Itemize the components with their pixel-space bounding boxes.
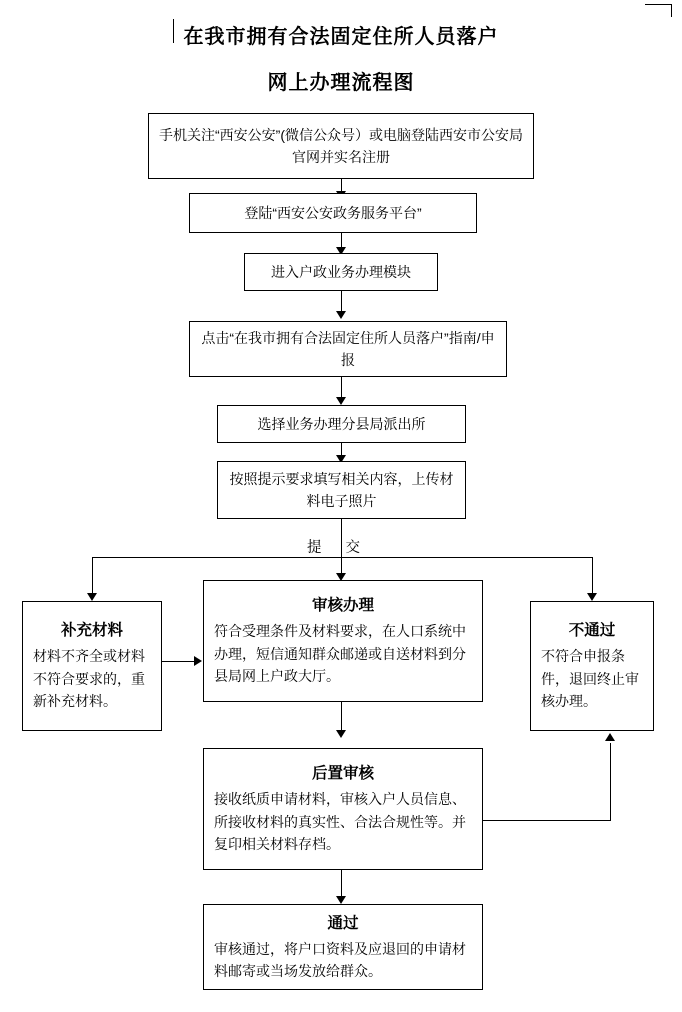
flow-step-1: 手机关注“西安公安”(微信公众号）或电脑登陆西安市公安局官网并实名注册 <box>148 113 534 179</box>
review-body: 符合受理条件及材料要求，在人口系统中办理，短信通知群众邮递或自送材料到分县局网上户政大厅。 <box>214 623 466 685</box>
arrow-post-pass <box>336 896 346 904</box>
review-title: 审核办理 <box>311 597 374 615</box>
flow-step-2: 登陆“西安公安政务服务平台” <box>189 193 477 233</box>
connector-3-4 <box>341 291 342 313</box>
pass-title: 通过 <box>327 914 359 932</box>
page-title-line1: 在我市拥有合法固定住所人员落户 <box>183 26 499 48</box>
bus-horizontal <box>92 557 592 558</box>
flow-step-4: 点击“在我市拥有合法固定住所人员落户”指南/申报 <box>189 321 507 377</box>
connector-post-reject-v <box>610 743 611 821</box>
arrow-bus-reject <box>587 593 597 601</box>
flow-step-6: 按照提示要求填写相关内容，上传材料电子照片 <box>217 461 466 519</box>
flow-step-5: 选择业务办理分县局派出所 <box>217 405 466 443</box>
connector-post-reject-h <box>483 820 610 821</box>
supplement-title: 补充材料 <box>60 622 123 640</box>
arrow-review-post <box>336 730 346 738</box>
bus-left-drop <box>92 557 93 595</box>
flow-node-pass <box>203 904 483 990</box>
reject-body: 不符合申报条件，退回终止审核办理。 <box>541 648 639 710</box>
bus-right-drop <box>592 557 593 595</box>
post-review-body: 接收纸质申请材料，审核入户人员信息、所接收材料的真实性、合法合规性等。并复印相关材料存档。 <box>214 791 466 853</box>
arrow-bus-supplement <box>87 593 97 601</box>
reject-title: 不通过 <box>568 622 616 640</box>
flow-node-review <box>203 580 483 702</box>
arrow-post-reject <box>605 733 615 741</box>
connector-4-5 <box>341 377 342 399</box>
flow-step-3: 进入户政业务办理模块 <box>244 253 438 291</box>
supplement-body: 材料不齐全或材料不符合要求的，重新补充材料。 <box>33 648 145 710</box>
flow-node-post-review <box>203 748 483 870</box>
arrow-3-4 <box>336 311 346 319</box>
arrow-supplement-review <box>194 656 202 666</box>
flow-node-supplement <box>22 601 162 731</box>
post-review-title: 后置审核 <box>311 765 374 783</box>
page-corner-mark <box>645 4 672 17</box>
connector-supplement-review <box>162 661 195 662</box>
title-cursor-caret <box>173 19 174 43</box>
page-title-line2: 网上办理流程图 <box>267 72 415 94</box>
pass-body: 审核通过，将户口资料及应退回的申请材料邮寄或当场发放给群众。 <box>214 940 466 979</box>
submit-label: 提 交 <box>307 540 371 556</box>
arrow-4-5 <box>336 397 346 405</box>
flow-node-reject <box>530 601 654 731</box>
